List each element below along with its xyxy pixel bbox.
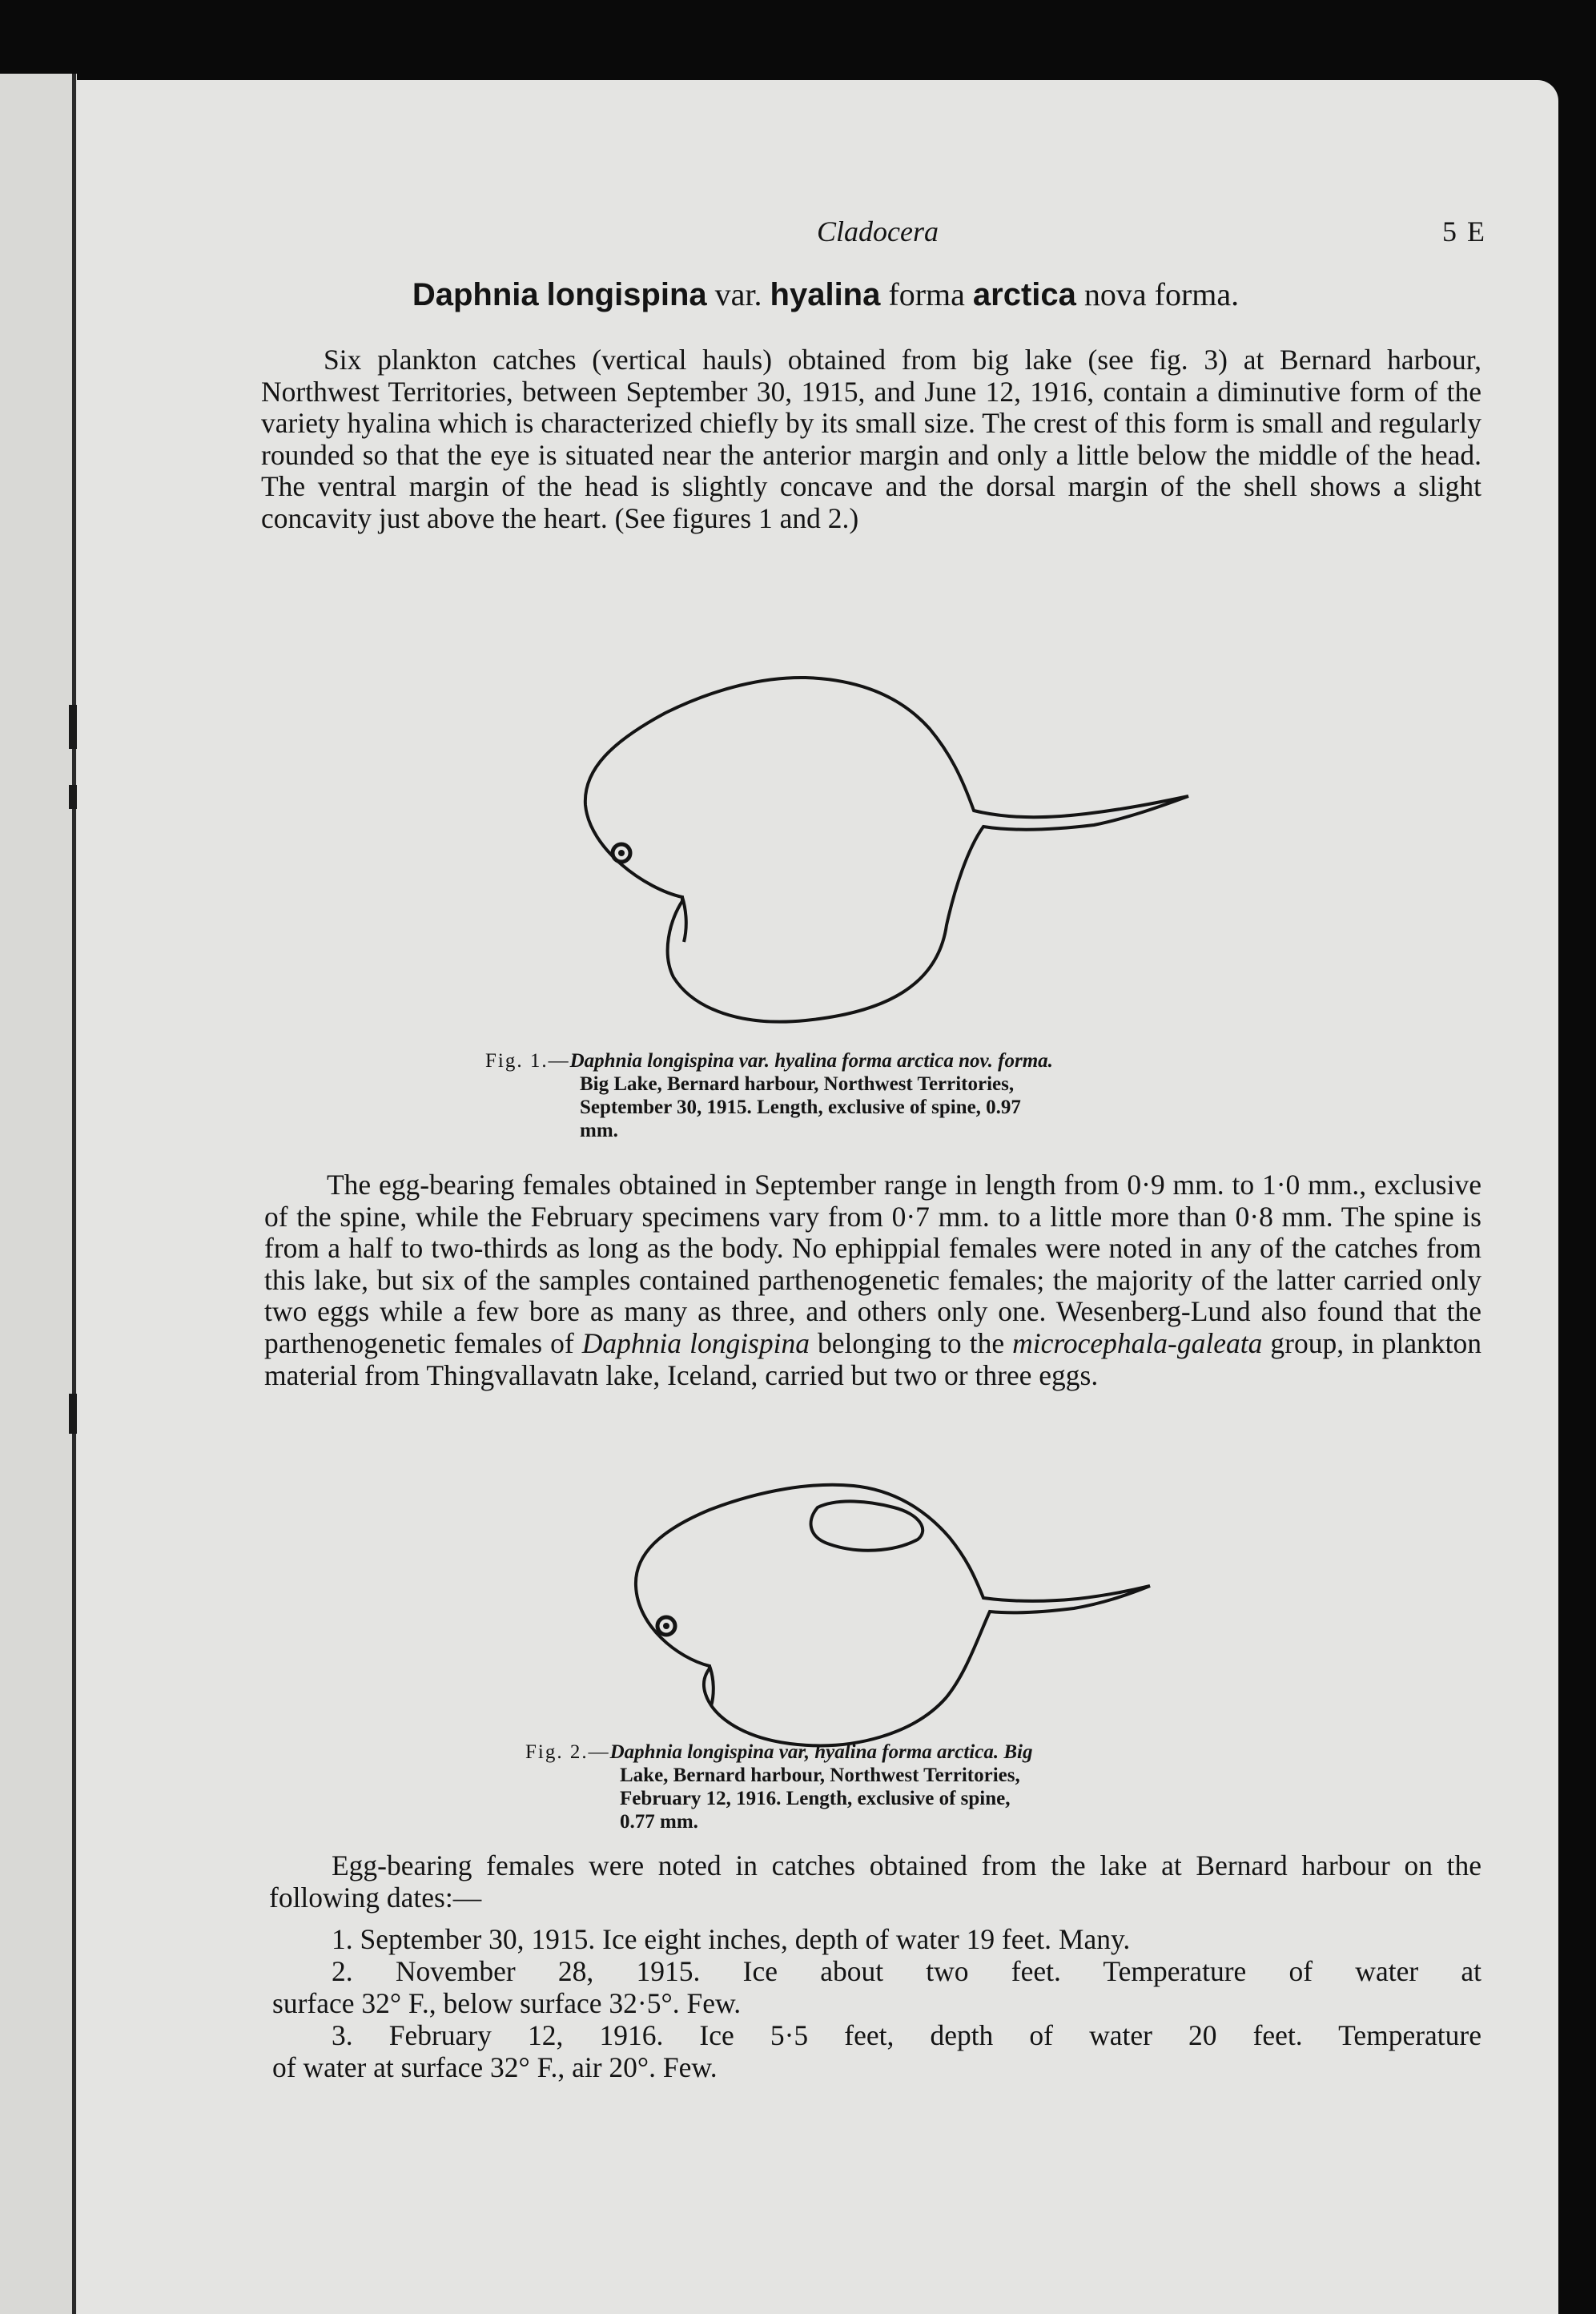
- page-number: 5 E: [1442, 215, 1486, 247]
- list-item: 2. November 28, 1915. Ice about two feet. Temperature of water at: [332, 1955, 1481, 1987]
- paragraph-description: Six plankton catches (vertical hauls) obtained from big lake (see fig. 3) at Bernard harbour, Northwest Territories, between September 30, 1915, and June 12, 1916, contain a diminutive form of the variety hyalina which is characterized chiefly by its small size. The crest of this form is small and regularly rounded so that the eye is situated near the anterior margin and only a little below the middle of the head. The ventral margin of the head is slightly concave and the dorsal margin of the shell shows a slight concavity just above the heart. (See figures 1 and 2.): [261, 344, 1481, 534]
- figure-1-caption-line: Daphnia longispina var. hyalina forma arctica nov. forma.: [569, 1050, 1053, 1072]
- spine-mark: [69, 705, 77, 749]
- list-item: 3. February 12, 1916. Ice 5·5 feet, depth of water 20 feet. Temperature: [332, 2019, 1481, 2051]
- figure-1-illustration: [477, 633, 1262, 1081]
- title-species: longispina: [546, 277, 707, 312]
- brood-chamber-outline: [811, 1501, 923, 1550]
- section-title: [237, 276, 1414, 313]
- spine-edge: [72, 74, 76, 2314]
- list-item-continuation: surface 32° F., below surface 32·5°. Few.: [272, 1987, 742, 2019]
- title-variety: hyalina: [770, 277, 881, 312]
- paragraph-eggs-text: The egg-bearing females obtained in September range in length from 0·9 mm. to 1·0 mm., exclusive of the spine, while the February specimens vary from 0·7 mm. to a little more than 0·8 mm. The spine is from a half to two-thirds as long as the body. No ephippial females were noted in any of the catches from this lake, but six of the samples contained parthenogenetic females; the majority of the latter carried only two eggs while a few bore as many as three, and others only one. Wesenberg-Lund also found that the parthenogenetic females of: [264, 1169, 1481, 1359]
- figure-2-label: Fig. 2.—: [525, 1741, 610, 1763]
- list-item-continuation: of water at surface 32° F., air 20°. Few.: [272, 2051, 718, 2083]
- book-spine: [0, 74, 77, 2314]
- book-page: [77, 80, 1558, 2314]
- daphnia-rostrum: [710, 1666, 714, 1706]
- figure-2-caption-line: February 12, 1916. Length, exclusive of spine,: [620, 1788, 1011, 1809]
- spine-mark: [69, 785, 77, 809]
- figure-1-caption-line: mm.: [580, 1120, 618, 1141]
- paragraph-eggs-italic: Daphnia longispina: [581, 1326, 810, 1359]
- paragraph-eggs: [264, 1169, 1481, 1391]
- paragraph-dates-intro: Egg-bearing females were noted in catches obtained from the lake at Bernard harbour on the following dates:—: [269, 1849, 1481, 1914]
- figure-2-caption-line: Daphnia longispina var, hyalina forma arctica. Big: [609, 1741, 1033, 1763]
- title-nova: nova forma.: [1083, 276, 1240, 312]
- title-forma: forma: [888, 276, 965, 312]
- spine-mark: [69, 1394, 77, 1434]
- daphnia-rostrum: [682, 897, 686, 942]
- paragraph-eggs-italic: microcephala-galeata: [1012, 1326, 1263, 1359]
- figure-2-caption-line: 0.77 mm.: [620, 1811, 698, 1833]
- daphnia-body-outline: [636, 1485, 1150, 1746]
- figure-2-caption-line: Lake, Bernard harbour, Northwest Territories,: [620, 1765, 1020, 1786]
- figure-1-caption-line: Big Lake, Bernard harbour, Northwest Territories,: [580, 1073, 1015, 1095]
- title-forma-name: arctica: [972, 277, 1076, 312]
- list-item: 1. September 30, 1915. Ice eight inches, depth of water 19 feet. Many.: [332, 1923, 1131, 1955]
- title-genus: Daphnia: [412, 277, 539, 312]
- paragraph-eggs-text: group, in plankton material from Thingvallavatn lake, Iceland, carried but two or three eggs.: [264, 1326, 1482, 1391]
- title-var: var.: [714, 276, 762, 312]
- figure-1-caption: [485, 1049, 1278, 1142]
- figure-1-caption-line: September 30, 1915. Length, exclusive of spine, 0.97: [580, 1097, 1021, 1118]
- paragraph-eggs-text: belonging to the: [809, 1326, 1013, 1359]
- figure-2-caption: [525, 1741, 1278, 1833]
- daphnia-eye-icon: [613, 844, 630, 862]
- page-content: [77, 80, 1558, 2314]
- figure-1-label: Fig. 1.—: [485, 1050, 570, 1072]
- daphnia-eye-icon: [657, 1617, 675, 1635]
- running-head: Cladocera: [817, 215, 939, 247]
- daphnia-body-outline: [585, 678, 1188, 1022]
